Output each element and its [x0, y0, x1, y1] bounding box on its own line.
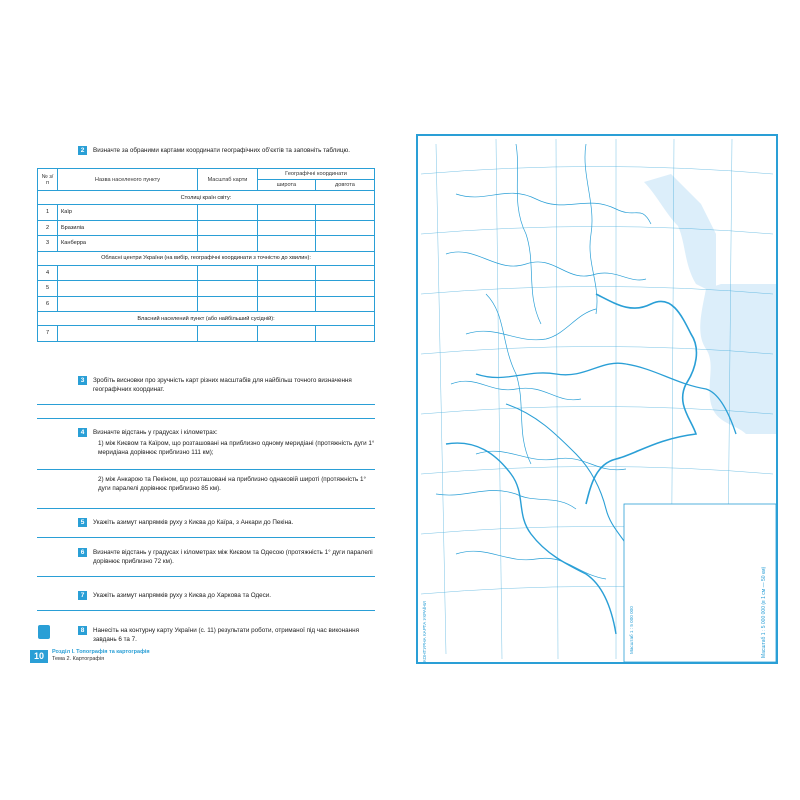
answer-line[interactable] — [37, 537, 375, 538]
row-number: 2 — [38, 220, 58, 236]
cell-lon[interactable] — [315, 326, 374, 342]
col-header-coords: Географічні координати — [258, 169, 375, 180]
task-number: 5 — [78, 518, 87, 527]
col-header-latitude: широта — [258, 180, 316, 191]
map-inset-label: Масштаб 1 : 5 000 000 — [629, 606, 634, 654]
answer-line[interactable] — [37, 418, 375, 419]
answer-line[interactable] — [37, 469, 375, 470]
row-number: 4 — [38, 265, 58, 281]
answer-line[interactable] — [37, 576, 375, 577]
cell-scale[interactable] — [198, 296, 258, 312]
task-subitem-1: 1) між Києвом та Каїром, що розташовані на приблизно одному меридіані (протяжність дуги 1° меридіана дорівнює приблизно 111 км); — [98, 440, 375, 456]
task-number: 3 — [78, 376, 87, 385]
task-text: Визначте відстань у градусах і кілометрах: — [93, 429, 218, 436]
row-name[interactable] — [58, 296, 198, 312]
task-text: Визначте відстань у градусах і кілометрах між Києвом та Одесою (протяжність 1° дуги паралелі дорівнює приблизно 72 км). — [93, 549, 373, 565]
task-number: 6 — [78, 548, 87, 557]
col-header-scale: Масштаб карти — [198, 169, 258, 191]
task-text: Визначте за обраними картами координати географічних об'єктів та заповніть таблицю. — [93, 147, 351, 154]
page-number: 10 — [30, 650, 48, 663]
task-text: Зробіть висновки про зручність карт різних масштабів для найбільш точного визначення географічних координат. — [93, 377, 352, 393]
cell-lat[interactable] — [258, 236, 316, 252]
col-header-longitude: довгота — [315, 180, 374, 191]
cell-lat[interactable] — [258, 281, 316, 297]
map-scale-label: Масштаб 1 : 5 000 000 (в 1 см — 50 км) — [761, 566, 767, 658]
map-frame — [416, 134, 778, 664]
cell-lon[interactable] — [315, 265, 374, 281]
cell-lon[interactable] — [315, 220, 374, 236]
task-text: Укажіть азимут напрямків руху з Києва до Харкова та Одеси. — [93, 592, 272, 599]
row-name: Бразиліа — [58, 220, 198, 236]
coordinates-table — [37, 168, 375, 342]
cell-scale[interactable] — [198, 220, 258, 236]
cell-scale[interactable] — [198, 236, 258, 252]
row-name[interactable] — [58, 281, 198, 297]
row-number: 3 — [38, 236, 58, 252]
col-header-name: Назва населеного пункту — [58, 169, 198, 191]
task-text: Нанесіть на контурну карту України (с. 11) результати роботи, отриманої під час виконання завдань 6 та 7. — [93, 627, 360, 643]
cell-lat[interactable] — [258, 326, 316, 342]
answer-line[interactable] — [37, 508, 375, 509]
section-title: Розділ І. Топографія та картографія — [52, 649, 150, 655]
cell-lat[interactable] — [258, 296, 316, 312]
page-footer — [30, 648, 380, 666]
row-name: Каїр — [58, 205, 198, 221]
contour-map-page — [416, 134, 778, 664]
row-name[interactable] — [58, 326, 198, 342]
row-number: 6 — [38, 296, 58, 312]
cell-lon[interactable] — [315, 281, 374, 297]
row-number: 5 — [38, 281, 58, 297]
tree-icon — [38, 625, 50, 639]
cell-lat[interactable] — [258, 220, 316, 236]
section-regional-centers: Обласні центри України (на вибір, географічні координати з точністю до хвилин): — [38, 251, 375, 265]
table-row — [38, 205, 375, 221]
row-number: 7 — [38, 326, 58, 342]
cell-scale[interactable] — [198, 265, 258, 281]
table-row — [38, 220, 375, 236]
cell-lat[interactable] — [258, 265, 316, 281]
cell-scale[interactable] — [198, 281, 258, 297]
task-number: 8 — [78, 626, 87, 635]
row-number: 1 — [38, 205, 58, 221]
task-text: Укажіть азимут напрямків руху з Києва до Каїра, з Анкари до Пекіна. — [93, 519, 294, 526]
cell-lat[interactable] — [258, 205, 316, 221]
answer-line[interactable] — [37, 610, 375, 611]
table-row — [38, 296, 375, 312]
section-capitals: Столиці країн світу: — [38, 191, 375, 205]
cell-scale[interactable] — [198, 205, 258, 221]
col-header-number: № з/п — [38, 169, 58, 191]
task-number: 4 — [78, 428, 87, 437]
task-subitem-2: 2) між Анкарою та Пекіном, що розташовані на приблизно однаковій широті (протяжність 1° дуги паралелі дорівнює приблизно 85 км). — [98, 476, 367, 492]
row-name[interactable] — [58, 265, 198, 281]
topic-title: Тема 2. Картографія — [52, 656, 105, 662]
cell-scale[interactable] — [198, 326, 258, 342]
table-row — [38, 326, 375, 342]
section-own-settlement: Власний населений пункт (або найбільший сусідній): — [38, 312, 375, 326]
row-name: Канберра — [58, 236, 198, 252]
answer-line[interactable] — [37, 404, 375, 405]
cell-lon[interactable] — [315, 205, 374, 221]
task-number: 2 — [78, 146, 87, 155]
table-row — [38, 236, 375, 252]
table-row — [38, 281, 375, 297]
cell-lon[interactable] — [315, 236, 374, 252]
cell-lon[interactable] — [315, 296, 374, 312]
table-row — [38, 265, 375, 281]
task-number: 7 — [78, 591, 87, 600]
workbook-page-left — [30, 140, 380, 665]
map-side-label: КОНТУРНА КАРТА УКРАЇНИ — [422, 601, 427, 662]
